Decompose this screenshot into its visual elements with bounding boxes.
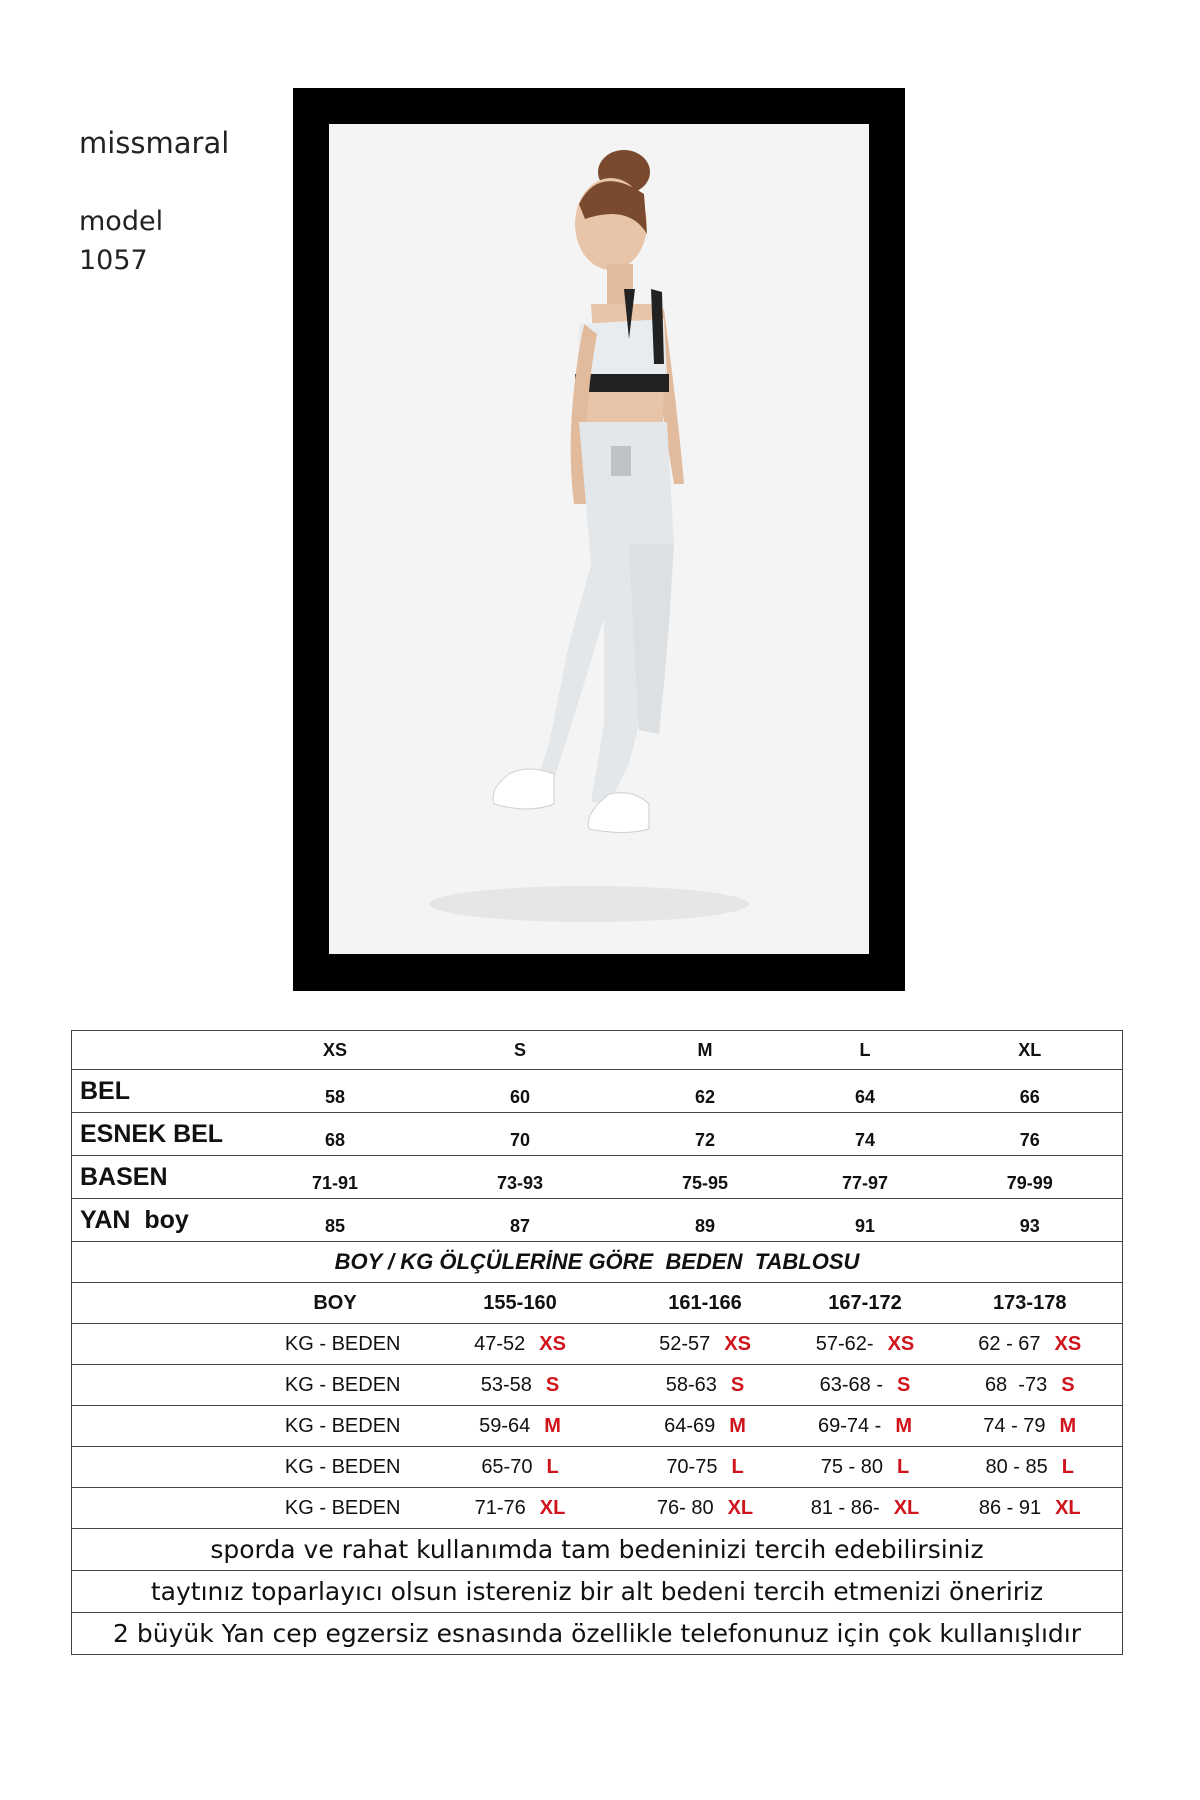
kg-range: 64-69: [664, 1414, 716, 1437]
kg-cell: [793, 1406, 938, 1447]
measurement-value: 89: [618, 1199, 793, 1242]
size-badge: XL: [727, 1496, 754, 1519]
kg-cell: [793, 1324, 938, 1365]
measurement-value: 62: [618, 1070, 793, 1113]
size-header-row: [72, 1031, 1123, 1070]
kg-row-label: KG - BEDEN: [248, 1488, 423, 1529]
size-badge: XS: [539, 1332, 566, 1355]
kg-range: 65-70: [481, 1455, 533, 1478]
kg-cell: [793, 1488, 938, 1529]
kg-cell: [423, 1365, 618, 1406]
kg-cell: [618, 1324, 793, 1365]
measurement-row-basen: [72, 1156, 1123, 1199]
measurement-label: BEL: [72, 1070, 248, 1113]
measurement-value: 64: [793, 1070, 938, 1113]
boy-header-spacer: [72, 1283, 248, 1324]
measurement-row-bel: [72, 1070, 1123, 1113]
note-text: sporda ve rahat kullanımda tam bedeninizi tercih edebilirsiniz: [72, 1529, 1123, 1571]
kg-cell: [938, 1406, 1123, 1447]
kg-range: 81 - 86-: [810, 1496, 880, 1519]
kg-range: 68 -73: [984, 1373, 1048, 1396]
kg-range: 47-52: [474, 1332, 526, 1355]
measurement-value: 60: [423, 1070, 618, 1113]
measurement-value: 76: [938, 1113, 1123, 1156]
size-badge: XS: [887, 1332, 915, 1355]
kg-cell: [423, 1488, 618, 1529]
model-number: 1057: [79, 245, 148, 276]
kg-range: 69-74 -: [817, 1414, 882, 1437]
measurement-value: 75-95: [618, 1156, 793, 1199]
kg-range: 70-75: [666, 1455, 718, 1478]
size-badge: XS: [1054, 1332, 1082, 1355]
size-badge: M: [1059, 1414, 1077, 1437]
note-text: taytınız toparlayıcı olsun istereniz bir alt bedeni tercih etmenizi öneririz: [72, 1571, 1123, 1613]
kg-row-label: KG - BEDEN: [248, 1406, 423, 1447]
size-badge: XL: [1055, 1496, 1081, 1519]
kg-cell: [618, 1488, 793, 1529]
product-photo: [329, 124, 869, 954]
size-badge: L: [897, 1455, 910, 1478]
size-badge: S: [1061, 1373, 1075, 1396]
kg-row-label: KG - BEDEN: [248, 1365, 423, 1406]
note-row: [72, 1571, 1123, 1613]
boy-range: 173-178: [938, 1283, 1123, 1324]
boy-kg-title-row: [72, 1242, 1123, 1283]
kg-cell: [793, 1447, 938, 1488]
measurement-value: 71-91: [248, 1156, 423, 1199]
measurement-value: 85: [248, 1199, 423, 1242]
measurement-value: 72: [618, 1113, 793, 1156]
boy-header-row: [72, 1283, 1123, 1324]
kg-range: 80 - 85: [985, 1455, 1048, 1478]
measurement-value: 58: [248, 1070, 423, 1113]
kg-cell: [938, 1447, 1123, 1488]
size-badge: XS: [724, 1332, 751, 1355]
kg-range: 62 - 67: [978, 1332, 1041, 1355]
kg-row: [72, 1406, 1123, 1447]
size-badge: L: [1061, 1455, 1074, 1478]
boy-header-label: BOY: [248, 1283, 423, 1324]
kg-cell: [618, 1365, 793, 1406]
kg-cell: [618, 1406, 793, 1447]
boy-range: 167-172: [793, 1283, 938, 1324]
note-text: 2 büyük Yan cep egzersiz esnasında özellikle telefonunuz için çok kullanışlıdır: [72, 1613, 1123, 1655]
size-badge: M: [544, 1414, 561, 1437]
measurement-row-yan-boy: [72, 1199, 1123, 1242]
size-chart: [71, 1030, 1123, 1655]
kg-spacer: [72, 1406, 248, 1447]
kg-range: 74 - 79: [983, 1414, 1046, 1437]
measurement-value: 93: [938, 1199, 1123, 1242]
size-header-s: S: [423, 1031, 618, 1070]
kg-cell: [938, 1365, 1123, 1406]
measurement-value: 70: [423, 1113, 618, 1156]
kg-range: 75 - 80: [820, 1455, 884, 1478]
kg-range: 57-62-: [815, 1332, 874, 1355]
size-badge: S: [730, 1373, 745, 1396]
measurement-row-esnek-bel: [72, 1113, 1123, 1156]
brand-name: missmaral: [79, 126, 230, 160]
kg-range: 59-64: [479, 1414, 531, 1437]
size-badge: M: [729, 1414, 746, 1437]
kg-spacer: [72, 1447, 248, 1488]
measurement-value: 73-93: [423, 1156, 618, 1199]
kg-cell: [938, 1324, 1123, 1365]
size-header-l: L: [793, 1031, 938, 1070]
size-header-xl: XL: [938, 1031, 1123, 1070]
kg-row-label: KG - BEDEN: [248, 1447, 423, 1488]
size-header-m: M: [618, 1031, 793, 1070]
size-badge: M: [895, 1414, 913, 1437]
measurement-label: ESNEK BEL: [72, 1113, 248, 1156]
kg-spacer: [72, 1365, 248, 1406]
size-badge: L: [546, 1455, 559, 1478]
measurement-value: 66: [938, 1070, 1123, 1113]
size-badge: XL: [539, 1496, 566, 1519]
measurement-value: 68: [248, 1113, 423, 1156]
kg-range: 86 - 91: [978, 1496, 1042, 1519]
kg-cell: [423, 1447, 618, 1488]
kg-row: [72, 1324, 1123, 1365]
kg-cell: [423, 1324, 618, 1365]
size-header-spacer: [72, 1031, 248, 1070]
model-illustration: [329, 124, 869, 954]
note-row: [72, 1613, 1123, 1655]
measurement-value: 91: [793, 1199, 938, 1242]
kg-range: 58-63: [665, 1373, 717, 1396]
size-badge: L: [731, 1455, 744, 1478]
size-header-xs: XS: [248, 1031, 423, 1070]
kg-cell: [938, 1488, 1123, 1529]
measurement-label: BASEN: [72, 1156, 248, 1199]
size-badge: S: [897, 1373, 911, 1396]
kg-range: 76- 80: [656, 1496, 714, 1519]
measurement-label: YAN boy: [72, 1199, 248, 1242]
boy-range: 155-160: [423, 1283, 618, 1324]
measurement-value: 77-97: [793, 1156, 938, 1199]
kg-row: [72, 1447, 1123, 1488]
model-label: model: [79, 206, 164, 237]
boy-range: 161-166: [618, 1283, 793, 1324]
measurement-value: 79-99: [938, 1156, 1123, 1199]
kg-spacer: [72, 1324, 248, 1365]
product-photo-frame: [293, 88, 905, 991]
kg-row: [72, 1488, 1123, 1529]
kg-cell: [793, 1365, 938, 1406]
kg-row-label: KG - BEDEN: [248, 1324, 423, 1365]
measurement-value: 74: [793, 1113, 938, 1156]
size-badge: S: [545, 1373, 560, 1396]
boy-kg-table-title: BOY / KG ÖLÇÜLERİNE GÖRE BEDEN TABLOSU: [72, 1242, 1123, 1283]
measurement-value: 87: [423, 1199, 618, 1242]
size-badge: XL: [893, 1496, 920, 1519]
kg-row: [72, 1365, 1123, 1406]
kg-cell: [423, 1406, 618, 1447]
kg-range: 52-57: [659, 1332, 711, 1355]
kg-range: 71-76: [474, 1496, 526, 1519]
kg-cell: [618, 1447, 793, 1488]
kg-spacer: [72, 1488, 248, 1529]
kg-range: 63-68 -: [819, 1373, 884, 1396]
note-row: [72, 1529, 1123, 1571]
kg-range: 53-58: [480, 1373, 532, 1396]
